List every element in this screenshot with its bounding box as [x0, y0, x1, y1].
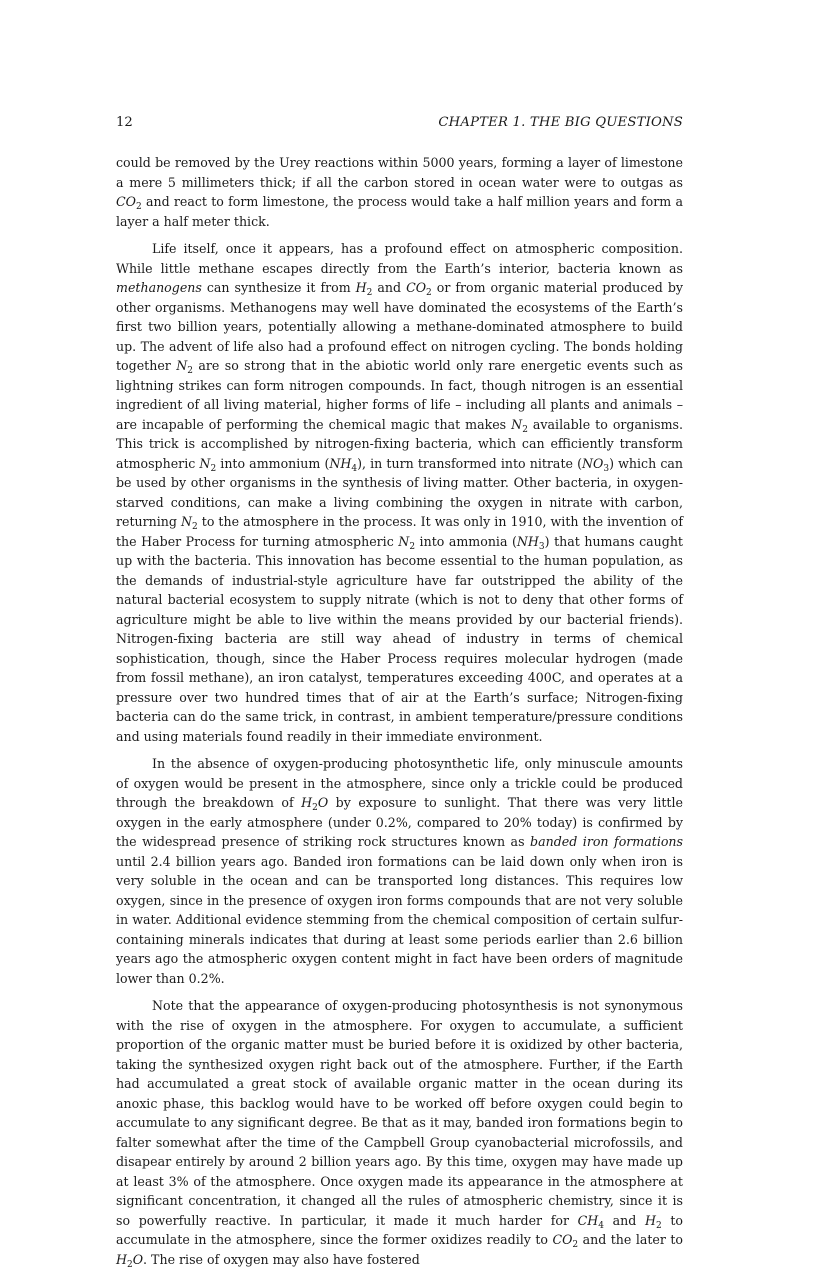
math-symbol: H — [644, 1212, 656, 1228]
emphasis: banded iron formations — [530, 834, 684, 849]
subscript: 3 — [603, 463, 610, 474]
math-symbol: H — [301, 795, 313, 810]
math-symbol: O — [132, 1251, 144, 1267]
subscript: 2 — [192, 522, 198, 532]
running-head-title: CHAPTER 1. THE BIG QUESTIONS — [438, 115, 683, 130]
math-symbol: CO — [552, 1232, 573, 1247]
math-symbol: H — [355, 280, 367, 295]
text-run: available to organisms. This trick is accomplished by nitrogen-fixing bacteria, which can efficiently transform atmospheric — [116, 416, 683, 471]
subscript: 2 — [126, 1259, 133, 1270]
paragraph — [116, 754, 683, 988]
subscript: 2 — [366, 288, 373, 298]
math-symbol: N — [176, 358, 188, 373]
math-symbol: CH — [577, 1212, 599, 1228]
text-run: to accumulate in the atmosphere, since the former oxidizes readily to — [116, 1212, 683, 1247]
subscript: 2 — [426, 288, 432, 298]
text-run: are so strong that in the abiotic world only rare energetic events such as lightning strikes can form nitrogen compounds. In fact, though nitrogen is an essential ingredient of all living material, higher forms of life – including all plants and animals – are incapable of performing the chemical magic that makes — [116, 358, 683, 432]
subscript: 2 — [655, 1220, 662, 1231]
subscript: 4 — [598, 1220, 604, 1231]
subscript: 2 — [187, 366, 193, 376]
text-run: or from organic material produced by other organisms. Methanogens may well have dominated the ecosystems of the Earth’s first two billion years, potentially allowing a methane-dominated atmosphere to build up. The advent of life also had a profound effect on nitrogen cycling. The bonds holding together — [116, 280, 684, 373]
emphasis: methanogens — [116, 280, 202, 295]
math-symbol: H — [116, 1251, 127, 1267]
subscript: 2 — [312, 803, 318, 813]
text-run: and the later to — [578, 1232, 683, 1247]
subscript: 3 — [538, 541, 545, 552]
text-run: by exposure to sunlight. That there was very little oxygen in the early atmosphere (under 0.2%, compared to 20% today) is confirmed by the widespread presence of striking rock structures known as — [116, 795, 683, 849]
math-symbol: N — [398, 533, 410, 549]
text-run: to the atmosphere in the process. It was only in 1910, with the invention of the Haber Process for turning atmospheric — [116, 514, 684, 549]
text-run: ) which can be used by other organisms in the synthesis of living matter. Other bacteria, in oxygen-starved conditions, can make a living combining the oxygen in nitrate with carbon, returning — [116, 455, 683, 529]
math-symbol: N — [511, 416, 523, 432]
text-run: into ammonium ( — [216, 455, 330, 471]
math-symbol: N — [181, 514, 193, 529]
text-run: ), in turn transformed into nitrate ( — [357, 455, 582, 471]
subscript: 4 — [351, 463, 358, 474]
page-number: 12 — [116, 115, 133, 130]
subscript: 2 — [135, 202, 142, 212]
paragraph — [116, 239, 683, 746]
text-run: ) that humans caught up with the bacteria. This innovation has become essential to the human population, as the demands of industrial-style agriculture have far outstripped the ability of the natural bacterial ecosystem to supply nitrate (which is not to deny that other forms of agriculture might be able to live within the means provided by our bacterial friends). Nitrogen-fixing bacteria are still way ahead of industry in terms of chemical sophistication, though, since the Haber Process requires molecular hydrogen (made from fossil methane), an iron catalyst, temperatures exceeding 400C, and operates at a pressure over two hundred times that of air at the Earth’s surface; Nitrogen-fixing bacteria can do the same trick, in contrast, in ambient temperature/pressure conditions and using materials found readily in their immediate environment. — [116, 533, 683, 744]
math-symbol: NH — [516, 533, 539, 549]
text-run: In the absence of oxygen-producing photosynthetic life, only minuscule amounts of oxygen would be present in the atmosphere, since only a trickle could be produced through the breakdown of — [116, 756, 683, 810]
paragraph — [116, 996, 683, 1269]
math-symbol: CO — [406, 280, 427, 295]
math-symbol: NH — [329, 455, 352, 471]
text-run: . The rise of oxygen may also have fostered — [143, 1251, 420, 1267]
text-run: into ammonia ( — [415, 533, 517, 549]
math-symbol: N — [199, 455, 211, 471]
text-run: can synthesize it from — [201, 280, 356, 295]
paragraph — [116, 153, 683, 231]
subscript: 2 — [409, 541, 416, 552]
body-text — [116, 153, 683, 1277]
math-symbol: CO — [116, 194, 136, 209]
text-run: Note that the appearance of oxygen-producing photosynthesis is not synonymous with the rise of oxygen in the atmosphere. For oxygen to accumulate, a sufficient proportion of the organic matter must be buried before it is oxidized by other bacteria, taking the synthesized oxygen right back out of the atmosphere. Further, if the Earth had accumulated a great stock of available organic matter in the ocean during its anoxic phase, this backlog would have to be worked off before oxygen could begin to accumulate to any significant degree. Be that as it may, banded iron formations begin to falter somewhat after the time of the Campbell Group cyanobacterial microfossils, and disapear entirely by around 2 billion years ago. By this time, oxygen may have made up at least 3% of the atmosphere. Once oxygen made its appearance in the atmosphere at significant concentration, it changed all the rules of atmospheric chemistry, since it is so powerfully reactive. In particular, it made it much harder for — [116, 998, 683, 1228]
text-run: could be removed by the Urey reactions within 5000 years, forming a layer of limestone a mere 5 millimeters thick; if all the carbon stored in ocean water were to outgas as — [116, 155, 683, 190]
math-symbol: NO — [582, 455, 604, 471]
subscript: 2 — [572, 1240, 579, 1250]
text-run: and — [372, 280, 407, 295]
subscript: 2 — [210, 463, 217, 474]
text-run: and — [604, 1212, 645, 1228]
text-run: until 2.4 billion years ago. Banded iron formations can be laid down only when iron is very soluble in the ocean and can be transported long distances. This requires low oxygen, since in the presence of oxygen iron forms compounds that are not very soluble in water. Additional evidence stemming from the chemical composition of certain sulfur-containing minerals indicates that during at least some periods earlier than 2.6 billion years ago the atmospheric oxygen content might in fact have been orders of magnitude lower than 0.2%. — [116, 853, 683, 986]
text-run: and react to form limestone, the process would take a half million years and form a layer a half meter thick. — [116, 194, 683, 229]
subscript: 2 — [522, 424, 528, 435]
running-header — [116, 113, 683, 133]
math-symbol: O — [317, 795, 329, 810]
text-run: Life itself, once it appears, has a profound effect on atmospheric composition. While little methane escapes directly from the Earth’s interior, bacteria known as — [116, 241, 683, 276]
